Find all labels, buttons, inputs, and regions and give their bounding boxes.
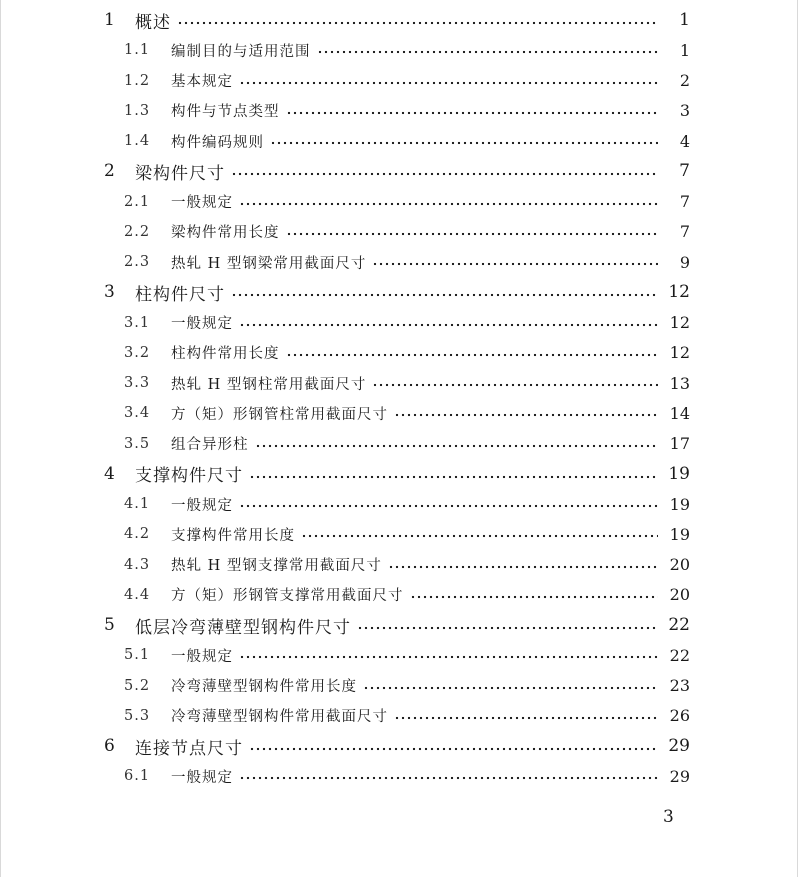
toc-entry-number: 4: [104, 463, 115, 484]
dot-leader: [270, 138, 658, 148]
toc-section-entry[interactable]: [0, 217, 798, 247]
toc-entry-page: 12: [669, 343, 690, 363]
toc-entry-page: 7: [679, 222, 690, 242]
toc-section-entry[interactable]: [0, 35, 798, 65]
toc-section-entry[interactable]: [0, 519, 798, 549]
toc-entry-page: 7: [679, 192, 690, 212]
toc-entry-title: 梁构件常用长度: [171, 225, 280, 242]
toc-section-entry[interactable]: [0, 761, 798, 791]
toc-entry-number: 3: [104, 282, 115, 303]
toc-entry-title: 柱构件常用长度: [171, 346, 280, 363]
toc-entry-page: 4: [679, 131, 690, 151]
toc-entry-number: 6: [104, 736, 115, 757]
toc-entry-page: 14: [669, 403, 690, 423]
toc-entry-title: 柱构件尺寸: [135, 284, 225, 305]
dot-leader: [388, 562, 658, 572]
toc-entry-page: 22: [669, 645, 690, 665]
dot-leader: [357, 623, 658, 633]
toc-section-entry[interactable]: [0, 429, 798, 459]
toc-entry-title: 方（矩）形钢管支撑常用截面尺寸: [171, 588, 404, 605]
toc-section-entry[interactable]: [0, 671, 798, 701]
dot-leader: [239, 199, 658, 209]
toc-entry-page: 20: [669, 585, 690, 605]
dot-leader: [231, 169, 658, 179]
toc-entry-title: 一般规定: [171, 769, 233, 786]
dot-leader: [249, 472, 658, 482]
toc-section-entry[interactable]: [0, 96, 798, 126]
toc-entry-title: 热轧 H 型钢支撑常用截面尺寸: [171, 558, 382, 575]
toc-entry-page: 26: [669, 706, 690, 726]
dot-leader: [249, 744, 658, 754]
toc-section-entry[interactable]: [0, 701, 798, 731]
dot-leader: [301, 531, 658, 541]
toc-section-entry[interactable]: [0, 308, 798, 338]
dot-leader: [286, 350, 659, 360]
toc-entry-number: 5: [104, 615, 115, 636]
toc-section-entry[interactable]: [0, 247, 798, 277]
toc-entry-page: 19: [669, 494, 690, 514]
toc-section-entry[interactable]: [0, 489, 798, 519]
toc-entry-number: 1: [104, 10, 115, 31]
footer-page-number: 3: [663, 807, 674, 827]
toc-entry-title: 一般规定: [171, 648, 233, 665]
dot-leader: [394, 410, 658, 420]
toc-section-entry[interactable]: [0, 338, 798, 368]
toc-entry-page: 29: [668, 736, 690, 757]
dot-leader: [239, 78, 658, 88]
toc-entry-title: 一般规定: [171, 497, 233, 514]
dot-leader: [239, 773, 658, 783]
toc-entry-page: 13: [669, 373, 690, 393]
toc-entry-title: 方（矩）形钢管柱常用截面尺寸: [171, 406, 388, 423]
toc-entry-title: 梁构件尺寸: [135, 163, 225, 184]
toc-entry-number: 2.1: [124, 193, 151, 210]
toc-chapter-entry[interactable]: [0, 459, 798, 489]
toc-entry-title: 组合异形柱: [171, 437, 249, 454]
toc-section-entry[interactable]: [0, 126, 798, 156]
toc-entry-page: 12: [669, 313, 690, 333]
toc-entry-number: 1.1: [124, 42, 151, 59]
toc-entry-number: 3.5: [124, 435, 151, 452]
dot-leader: [231, 290, 658, 300]
toc-entry-title: 一般规定: [171, 316, 233, 333]
toc-chapter-entry[interactable]: [0, 156, 798, 186]
toc-entry-title: 基本规定: [171, 74, 233, 91]
toc-entry-number: 4.2: [124, 526, 151, 543]
dot-leader: [239, 652, 658, 662]
toc-entry-page: 2: [679, 71, 690, 91]
toc-section-entry[interactable]: [0, 368, 798, 398]
toc-entry-title: 连接节点尺寸: [135, 738, 243, 759]
dot-leader: [372, 380, 658, 390]
toc-section-entry[interactable]: [0, 580, 798, 610]
toc-entry-page: 29: [669, 766, 690, 786]
toc-entry-title: 编制目的与适用范围: [171, 43, 311, 60]
toc-entry-number: 5.1: [124, 647, 151, 664]
toc-entry-number: 4.4: [124, 586, 151, 603]
toc-entry-page: 3: [679, 101, 690, 121]
toc-entry-number: 5.3: [124, 707, 151, 724]
toc-entry-number: 3.3: [124, 375, 151, 392]
toc-entry-number: 3.4: [124, 405, 151, 422]
toc-entry-page: 23: [669, 676, 690, 696]
toc-entry-title: 低层冷弯薄壁型钢构件尺寸: [135, 617, 351, 638]
toc-section-entry[interactable]: [0, 66, 798, 96]
toc-chapter-entry[interactable]: [0, 277, 798, 307]
toc-entry-title: 一般规定: [171, 195, 233, 212]
toc-entry-page: 19: [668, 463, 690, 484]
toc-entry-page: 7: [679, 161, 690, 182]
toc-entry-title: 热轧 H 型钢柱常用截面尺寸: [171, 376, 367, 393]
toc-entry-number: 4.3: [124, 556, 151, 573]
dot-leader: [255, 441, 659, 451]
dot-leader: [286, 229, 659, 239]
toc-section-entry[interactable]: [0, 187, 798, 217]
toc-entry-page: 17: [669, 434, 690, 454]
toc-entry-number: 5.2: [124, 677, 151, 694]
toc-entry-title: 构件与节点类型: [171, 104, 280, 121]
toc-entry-title: 构件编码规则: [171, 134, 264, 151]
table-of-contents: [0, 5, 798, 792]
toc-section-entry[interactable]: [0, 398, 798, 428]
toc-entry-title: 冷弯薄壁型钢构件常用截面尺寸: [171, 709, 388, 726]
toc-entry-number: 2.3: [124, 254, 151, 271]
toc-entry-number: 1.2: [124, 72, 151, 89]
dot-leader: [394, 713, 658, 723]
dot-leader: [372, 259, 658, 269]
toc-entry-number: 3.2: [124, 344, 151, 361]
toc-entry-title: 支撑构件常用长度: [171, 527, 295, 544]
dot-leader: [410, 592, 659, 602]
toc-entry-number: 1.4: [124, 133, 151, 150]
toc-section-entry[interactable]: [0, 640, 798, 670]
toc-entry-page: 1: [679, 10, 690, 31]
toc-entry-page: 20: [669, 555, 690, 575]
toc-section-entry[interactable]: [0, 550, 798, 580]
toc-entry-page: 12: [668, 282, 690, 303]
toc-entry-page: 1: [679, 40, 690, 60]
toc-chapter-entry[interactable]: [0, 610, 798, 640]
dot-leader: [177, 18, 658, 28]
dot-leader: [363, 683, 658, 693]
dot-leader: [317, 47, 659, 57]
toc-entry-page: 22: [668, 615, 690, 636]
toc-entry-number: 1.3: [124, 102, 151, 119]
toc-entry-number: 2.2: [124, 223, 151, 240]
toc-entry-number: 3.1: [124, 314, 151, 331]
toc-entry-number: 6.1: [124, 768, 151, 785]
toc-entry-title: 热轧 H 型钢梁常用截面尺寸: [171, 255, 367, 272]
toc-entry-title: 概述: [135, 12, 171, 33]
toc-chapter-entry[interactable]: [0, 731, 798, 761]
toc-entry-title: 支撑构件尺寸: [135, 466, 243, 487]
toc-entry-page: 9: [679, 252, 690, 272]
toc-entry-number: 4.1: [124, 496, 151, 513]
toc-entry-page: 19: [669, 524, 690, 544]
dot-leader: [239, 501, 658, 511]
toc-chapter-entry[interactable]: [0, 5, 798, 35]
dot-leader: [239, 320, 658, 330]
dot-leader: [286, 108, 659, 118]
toc-entry-title: 冷弯薄壁型钢构件常用长度: [171, 679, 357, 696]
toc-entry-number: 2: [104, 161, 115, 182]
